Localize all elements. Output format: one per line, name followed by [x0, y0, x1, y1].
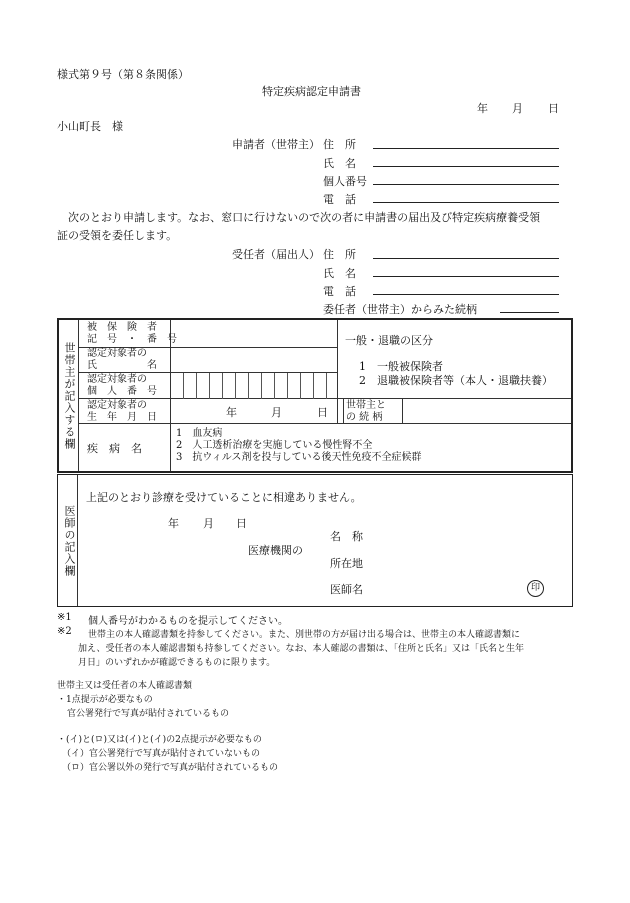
intro-line-1: 次のとおり申請します。なお、窓口に行けないので次の者に申請書の届出及び特定疾病療養受領 [57, 211, 541, 224]
form-number: 様式第９号（第８条関係） [57, 68, 189, 81]
institution-address-label: 所在地 [330, 557, 363, 570]
applicant-name-label: 氏 名 [323, 157, 356, 170]
birth-month-label: 月 [271, 406, 282, 419]
intro-line-2: 証の受領を委任します。 [57, 229, 178, 242]
applicant-number-field[interactable] [373, 184, 559, 185]
delegate-role: 受任者（届出人） [232, 248, 320, 261]
delegate-relation-field[interactable] [500, 312, 559, 313]
doctor-statement: 上記のとおり診療を受けていることに相違ありません。 [86, 491, 362, 504]
delegate-address-label: 住 所 [323, 248, 356, 261]
doctor-day-label: 日 [236, 517, 247, 530]
insured-label-2: 記 号 ・ 番 号 [87, 334, 177, 345]
delegate-address-field[interactable] [373, 258, 559, 259]
doctor-year-label: 年 [168, 517, 179, 530]
doctor-side-label: 医師の記入欄 [63, 505, 76, 577]
disease-hemophilia[interactable]: 1 血友病 [176, 428, 223, 439]
relation-field[interactable] [403, 399, 569, 422]
seal-icon: 印 [527, 580, 544, 597]
patient-birth-label-2: 生 年 月 日 [87, 412, 157, 423]
disease-hiv[interactable]: 3 抗ウィルス剤を投与している後天性免疫不全症候群 [176, 452, 422, 463]
date-day-label: 日 [548, 102, 559, 115]
relation-label-2: の 続 柄 [346, 412, 383, 423]
applicant-number-label: 個人番号 [323, 175, 367, 188]
disease-dialysis[interactable]: 2 人工透析治療を実施している慢性腎不全 [176, 440, 373, 451]
doctor-month-label: 月 [203, 517, 214, 530]
applicant-phone-field[interactable] [373, 202, 559, 203]
id-docs-one-title: ・1点提示が必要なもの [57, 695, 153, 705]
patient-name-label-2: 氏 名 [87, 360, 157, 371]
applicant-role: 申請者（世帯主） [232, 138, 320, 151]
delegate-phone-label: 電 話 [323, 285, 356, 298]
delegate-name-field[interactable] [373, 276, 559, 277]
delegate-name-label: 氏 名 [323, 267, 356, 280]
date-year-label: 年 [477, 102, 488, 115]
note2-mark: ※2 [57, 626, 72, 637]
id-docs-one-item: 官公署発行で写真が貼付されているもの [67, 709, 230, 719]
patient-name-label-1: 認定対象者の [87, 348, 147, 359]
applicant-address-label: 住 所 [323, 138, 356, 151]
note2-line-1: 世帯主の本人確認書類を持参してください。また、別世帯の方が届け出る場合は、世帯主の本人確認書類に [88, 630, 521, 640]
applicant-phone-label: 電 話 [323, 193, 356, 206]
id-docs-two-item-i: （イ）官公署発行で写真が貼付されていないもの [62, 749, 261, 759]
date-month-label: 月 [512, 102, 523, 115]
category-general[interactable]: 1 一般被保険者 [359, 360, 443, 373]
birth-day-label: 日 [317, 406, 328, 419]
note1-mark: ※1 [57, 612, 72, 623]
category-title: 一般・退職の区分 [345, 334, 433, 347]
relation-label-1: 世帯主と [346, 400, 386, 411]
birth-year-label: 年 [226, 406, 237, 419]
insured-number-field[interactable] [171, 321, 336, 346]
household-side-label: 世帯主が記入する欄 [63, 342, 76, 450]
delegate-phone-field[interactable] [373, 294, 559, 295]
addressee: 小山町長 様 [57, 120, 123, 133]
patient-name-field[interactable] [171, 348, 336, 372]
disease-label: 疾 病 名 [87, 442, 142, 455]
note1-text: 個人番号がわかるものを提示してください。 [88, 616, 288, 627]
household-section [57, 318, 573, 473]
id-docs-two-title: ・(イ)と(ロ)又は(イ)と(イ)の2点提示が必要なもの [57, 735, 262, 745]
doctor-name-label: 医師名 [330, 583, 363, 596]
institution-label: 医療機関の [248, 544, 303, 557]
patient-number-label-2: 個 人 番 号 [87, 386, 157, 397]
delegate-relation-label: 委任者（世帯主）からみた続柄 [323, 303, 477, 316]
patient-birth-label-1: 認定対象者の [87, 400, 147, 411]
note2-line-3: 月日」のいずれかが確認できるものに限ります。 [78, 658, 276, 668]
institution-name-label: 名 称 [330, 530, 363, 543]
id-docs-title: 世帯主又は受任者の本人確認書類 [57, 681, 193, 691]
applicant-name-field[interactable] [373, 166, 559, 167]
form-title: 特定疾病認定申請書 [262, 85, 361, 98]
note2-line-2: 加え、受任者の本人確認書類も持参してください。なお、本人確認の書類は、「住所と氏名」又は「氏名と生年 [78, 644, 525, 654]
patient-number-label-1: 認定対象者の [87, 374, 147, 385]
id-docs-two-item-ro: （ロ）官公署以外の発行で写真が貼付されているもの [62, 763, 279, 773]
insured-label-1: 被 保 険 者 [87, 322, 157, 333]
applicant-address-field[interactable] [373, 148, 559, 149]
doctor-section [57, 474, 573, 607]
category-retired[interactable]: 2 退職被保険者等（本人・退職扶養） [359, 374, 553, 387]
